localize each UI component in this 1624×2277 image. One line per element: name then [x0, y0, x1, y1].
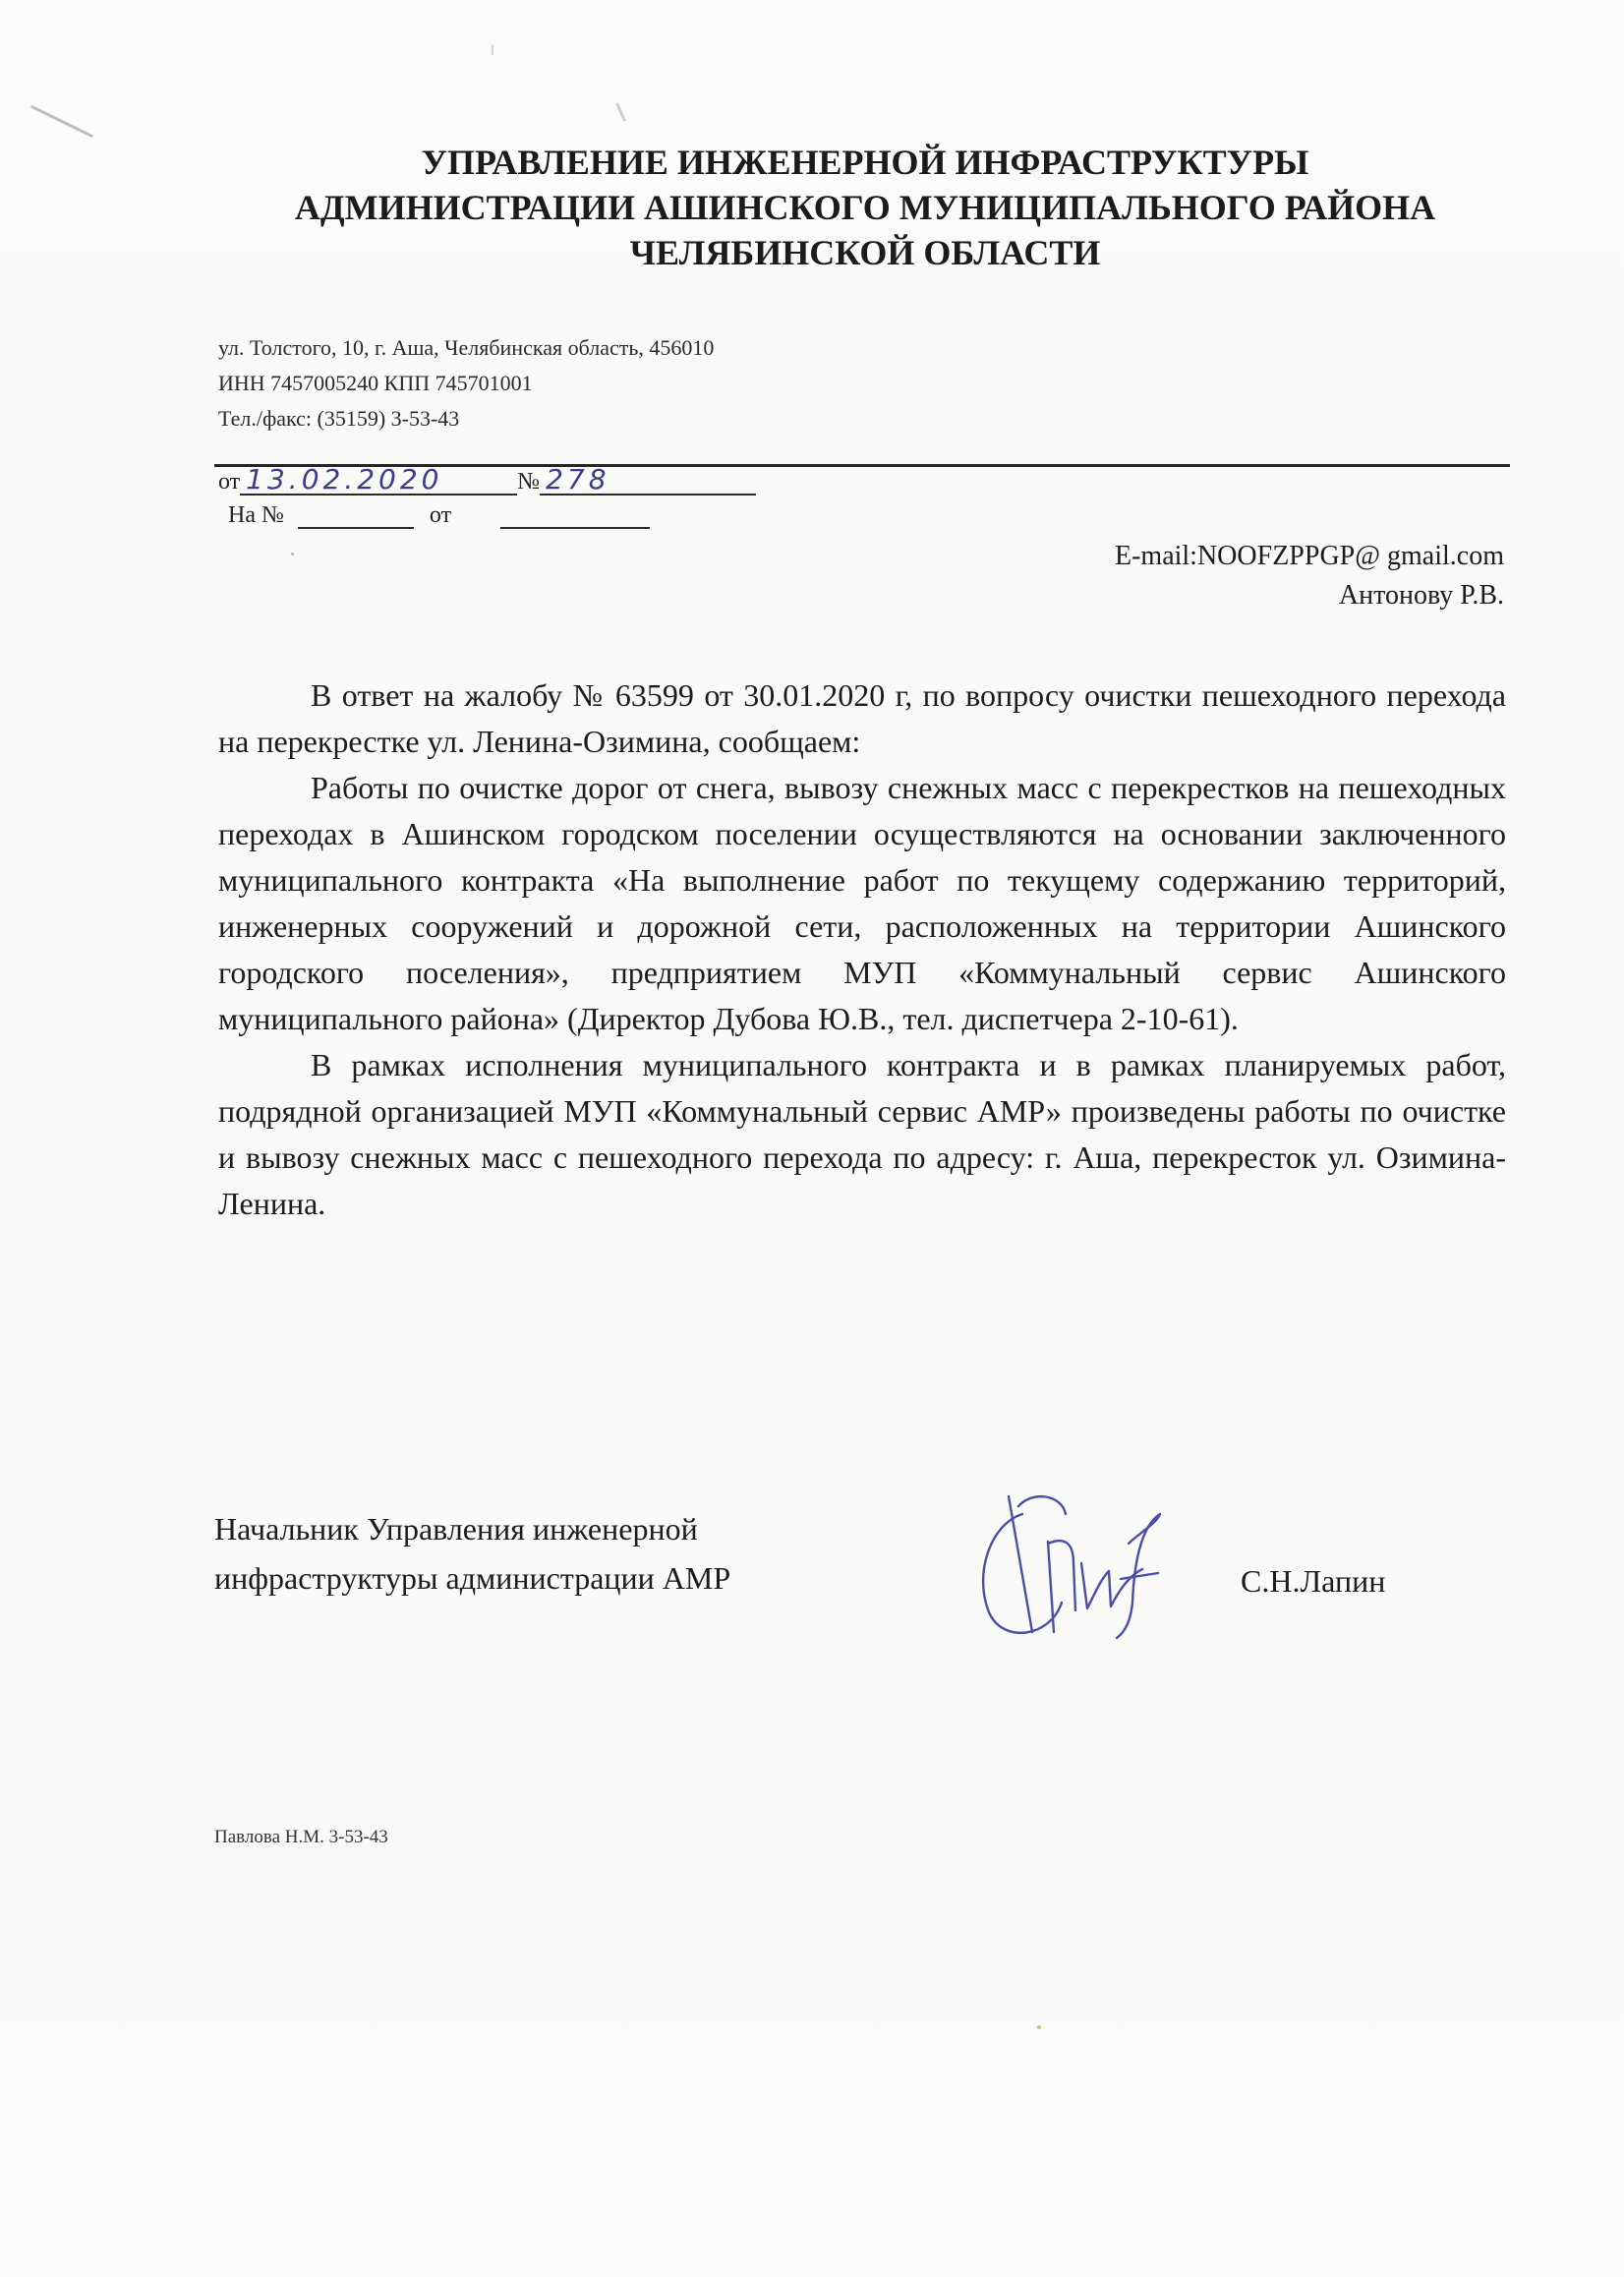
address-line: ул. Толстого, 10, г. Аша, Челябинская область, 456010: [218, 335, 715, 360]
header-line-1: УПРАВЛЕНИЕ ИНЖЕНЕРНОЙ ИНФРАСТРУКТУРЫ: [421, 143, 1309, 182]
body-paragraph-1: В ответ на жалобу № 63599 от 30.01.2020 г, по вопросу очистки пешеходного перехода на перекрестке ул. Ленина-Озимина, сообщаем:: [218, 677, 1506, 759]
handwritten-number: 278: [546, 463, 610, 496]
organization-requisites: [218, 330, 714, 437]
incoming-reference-row: [228, 499, 650, 529]
handwritten-signature: [963, 1485, 1180, 1652]
signer-name: С.Н.Лапин: [1241, 1563, 1386, 1599]
signature-stroke: [1018, 1496, 1066, 1514]
phone-line: Тел./факс: (35159) 3-53-43: [218, 406, 460, 431]
on-number-field: [298, 499, 414, 529]
scan-artifact: [492, 45, 493, 55]
inn-kpp-line: ИНН 7457005240 КПП 745701001: [218, 371, 533, 395]
signature-stroke: [1048, 1541, 1075, 1632]
scan-artifact: [291, 553, 294, 555]
number-label: №: [517, 469, 541, 495]
on-date-field: [500, 499, 650, 529]
scan-artifact: [1037, 2025, 1041, 2029]
signer-position: [214, 1504, 730, 1603]
registration-row: [218, 463, 756, 496]
date-field: [240, 463, 517, 496]
header-line-3: ЧЕЛЯБИНСКОЙ ОБЛАСТИ: [629, 233, 1101, 272]
organization-header: [177, 140, 1553, 275]
body-paragraph-2: Работы по очистке дорог от снега, вывозу снежных масс с перекрестков на пешеходных переходах в Ашинском городском поселении осуществляются на основании заключенного муниципального контракта «На выполнение работ по текущему содержанию территорий, инженерных сооружений и дорожной сети, расположенных на территории Ашинского городского поселения», предприятием МУП «Коммунальный сервис Ашинского муниципального района» (Директор Дубова Ю.В., тел. диспетчера 2-10-61).: [218, 770, 1506, 1036]
letter-body: [218, 672, 1506, 1227]
number-field: [540, 463, 756, 496]
position-line-1: Начальник Управления инженерной: [214, 1511, 698, 1547]
on-number-label: На №: [228, 502, 284, 528]
header-line-2: АДМИНИСТРАЦИИ АШИНСКОГО МУНИЦИПАЛЬНОГО РАЙОНА: [294, 188, 1436, 227]
signature-stroke: [1009, 1496, 1032, 1632]
handwritten-date: 13.02.2020: [246, 463, 443, 496]
body-paragraph-3: В рамках исполнения муниципального контракта и в рамках планируемых работ, подрядной организацией МУП «Коммунальный сервис АМР» произведены работы по очистке и вывозу снежных масс с пешеходного перехода по адресу: г. Аша, перекресток ул. Озимина-Ленина.: [218, 1047, 1506, 1221]
addressee-name: Антонову Р.В.: [1338, 580, 1504, 611]
on-from-label: от: [429, 502, 452, 528]
scan-artifact: [615, 102, 626, 121]
executor-note: Павлова Н.М. 3-53-43: [214, 1827, 388, 1847]
position-line-2: инфраструктуры администрации АМР: [214, 1560, 731, 1596]
addressee-email: E-mail:NOOFZPPGP@ gmail.com: [1114, 541, 1504, 571]
scan-artifact: [30, 105, 93, 138]
from-label: от: [218, 469, 241, 495]
addressee-block: [1115, 537, 1504, 615]
signature-stroke: [1121, 1573, 1158, 1579]
